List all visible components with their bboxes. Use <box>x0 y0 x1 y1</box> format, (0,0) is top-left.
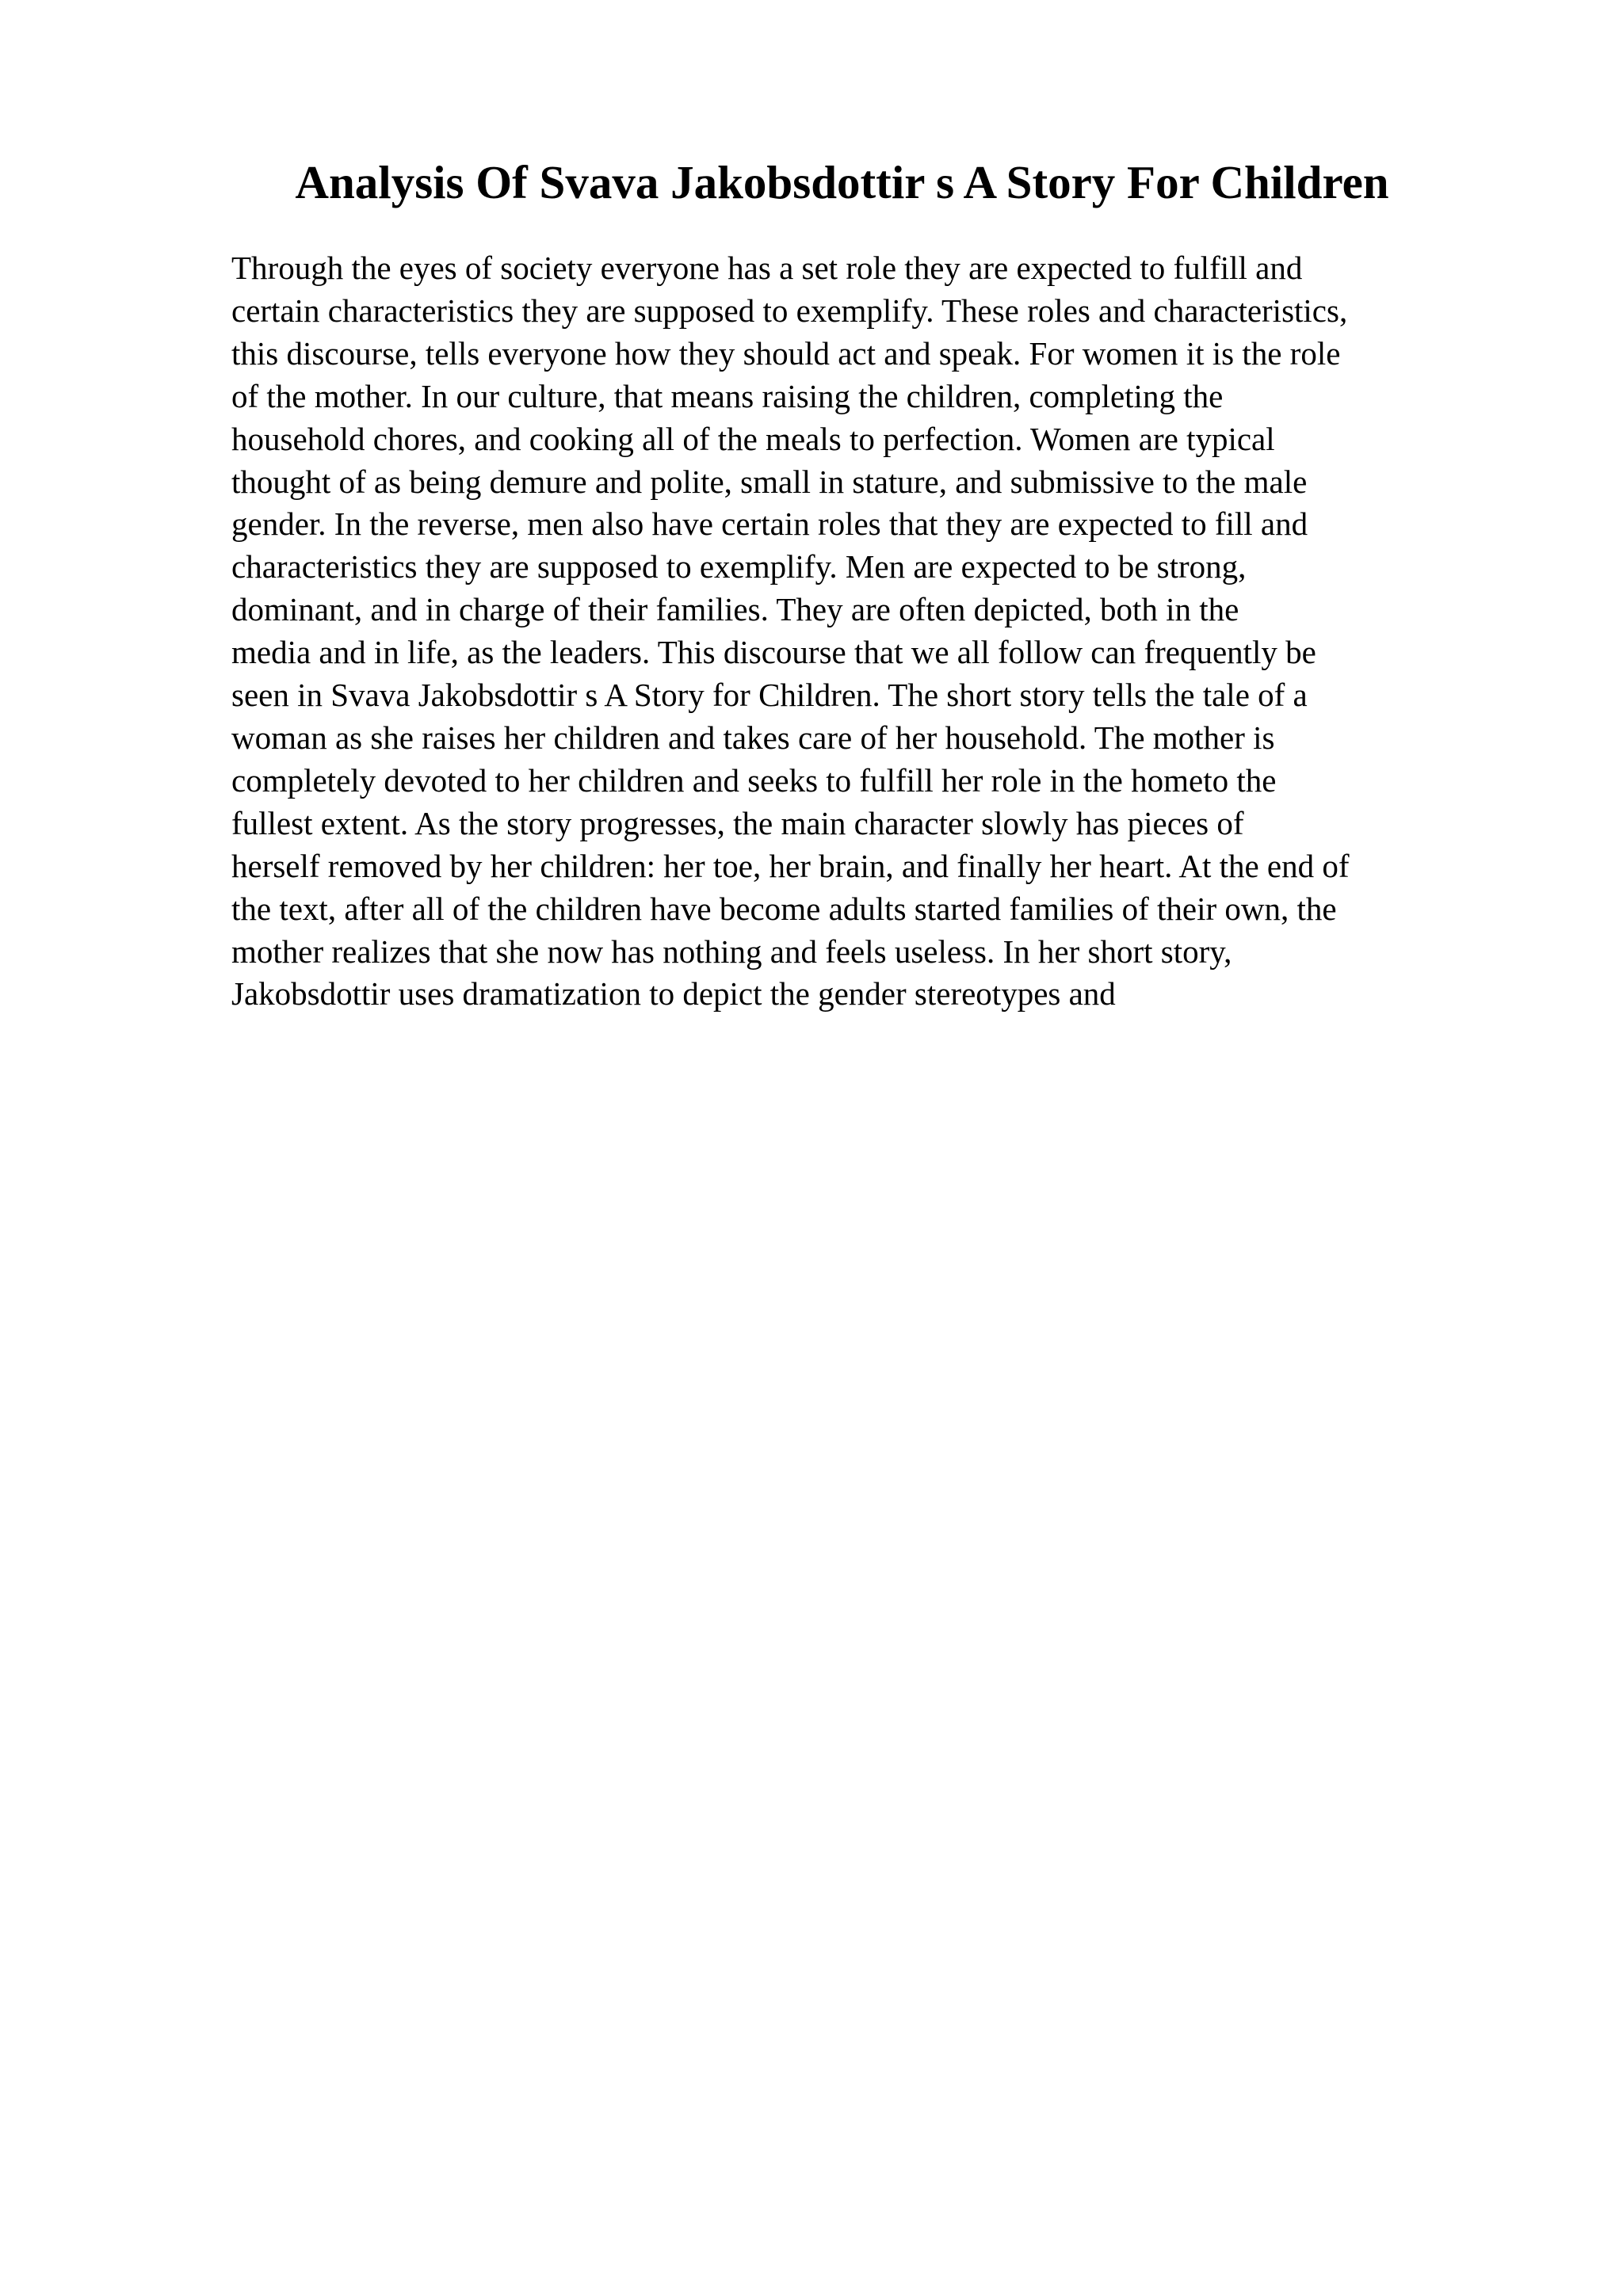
paragraph-line: the text, after all of the children have become adults started families of their own, the <box>231 890 1337 927</box>
paragraph-line: fullest extent. As the story progresses, the main character slowly has pieces of <box>231 804 1244 841</box>
paragraph-line: mother realizes that she now has nothing and feels useless. In her short story, <box>231 933 1232 970</box>
paragraph-line: certain characteristics they are supposed to exemplify. These roles and characteristics, <box>231 292 1348 329</box>
paragraph-line: characteristics they are supposed to exemplify. Men are expected to be strong, <box>231 548 1247 585</box>
paragraph-line: Jakobsdottir uses dramatization to depict the gender stereotypes and <box>231 975 1116 1013</box>
paragraph-line: of the mother. In our culture, that means raising the children, completing the <box>231 377 1224 414</box>
paragraph-line: media and in life, as the leaders. This discourse that we all follow can frequently be <box>231 634 1316 671</box>
paragraph-line: this discourse, tells everyone how they should act and speak. For women it is the role <box>231 334 1341 372</box>
paragraph-line: household chores, and cooking all of the meals to perfection. Women are typical <box>231 420 1275 457</box>
paragraph-line: completely devoted to her children and seeks to fulfill her role in the hometo the <box>231 761 1277 799</box>
paragraph-line: Through the eyes of society everyone has a set role they are expected to fulfill and <box>231 250 1303 286</box>
paragraph-line: thought of as being demure and polite, small in stature, and submissive to the male <box>231 463 1308 500</box>
body-paragraph <box>231 247 1594 1016</box>
paragraph-line: gender. In the reverse, men also have certain roles that they are expected to fill and <box>231 505 1308 543</box>
paragraph-line: dominant, and in charge of their families. They are often depicted, both in the <box>231 591 1239 628</box>
page-title: Analysis Of Svava Jakobsdottir s A Story For Children <box>295 156 1389 208</box>
paragraph-line: seen in Svava Jakobsdottir s A Story for Children. The short story tells the tale of a <box>231 677 1308 714</box>
paragraph-line: herself removed by her children: her toe, her brain, and finally her heart. At the end of <box>231 847 1350 884</box>
paragraph-line: woman as she raises her children and takes care of her household. The mother is <box>231 719 1275 756</box>
